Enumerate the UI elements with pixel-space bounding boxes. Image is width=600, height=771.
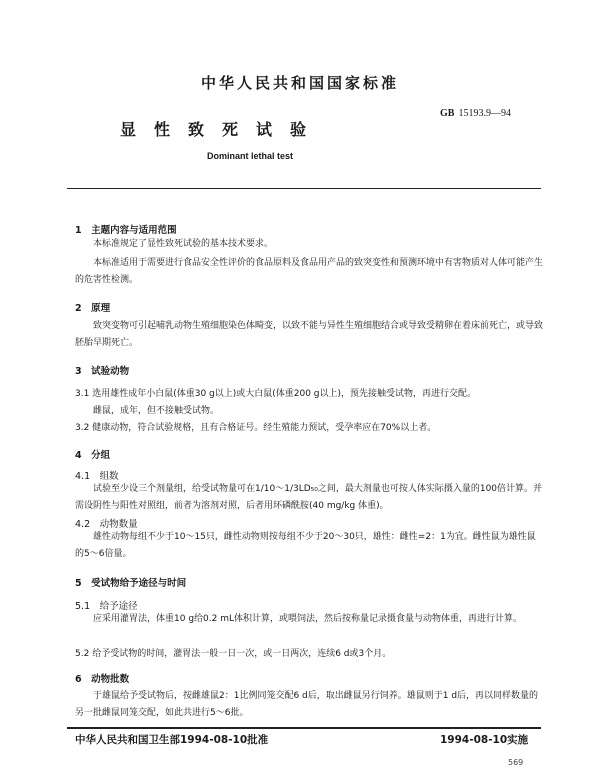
standard-code bbox=[440, 108, 511, 119]
standard-code-number: 15193.9—94 bbox=[458, 108, 511, 119]
item-3-1-text: 选用雄性成年小白鼠(体重30 g以上)或大白鼠(体重200 g以上)，预先接触受试物，再进行交配。 bbox=[92, 389, 477, 399]
section-3-heading: 3 试验动物 bbox=[75, 366, 130, 377]
subsection-4-2-heading: 4.2 动物数量 bbox=[75, 519, 138, 530]
subsection-5-1-paragraph: 应采用灌胃法，体重10 g给0.2 mL体积计算，或喂饲法，然后按称量记录摄食量与动物体重，再进行计算。 bbox=[93, 614, 522, 624]
subsection-5-1-heading: 5.1 给予途径 bbox=[75, 601, 138, 612]
section-1-paragraph-1: 本标准规定了显性致死试验的基本技术要求。 bbox=[93, 239, 274, 249]
document-title: 显性致死试验 bbox=[120, 120, 325, 139]
item-3-2-text: 健康动物，符合试验规格，且有合格证号。经生殖能力预试，受孕率应在70%以上者。 bbox=[92, 423, 437, 433]
section-4-heading: 4 分组 bbox=[75, 450, 111, 461]
page-number: 569 bbox=[508, 758, 524, 767]
approval-line: 中华人民共和国卫生部1994-08-10批准 bbox=[75, 734, 269, 746]
effective-date: 1994-08-10实施 bbox=[440, 734, 529, 746]
item-3-2 bbox=[75, 420, 436, 433]
issuing-body: 中华人民共和国国家标准 bbox=[200, 74, 399, 92]
item-5-2 bbox=[75, 646, 391, 659]
section-2-heading: 2 原理 bbox=[75, 303, 111, 314]
standard-code-prefix: GB bbox=[440, 108, 455, 119]
footer-rule bbox=[67, 727, 541, 729]
header-rule bbox=[67, 188, 541, 189]
section-1-paragraph-2: 本标准适用于需要进行食品安全性评价的食品原料及食品用产品的致突变性和预测环境中有害物质对人体可能产生的危害性检测。 bbox=[75, 258, 544, 285]
item-5-2-number: 5.2 bbox=[75, 649, 90, 659]
section-6-heading: 6 动物批数 bbox=[75, 674, 130, 685]
subsection-4-1-paragraph: 试验至少设三个剂量组，给受试物量可在1/10～1/3LD₅₀之间，最大剂量也可按人体实际摄入量的100倍计算。并需设阴性与阳性对照组，前者为溶剂对照，后者用环磷酰胺(40 mg/kg 体重)。 bbox=[75, 484, 543, 511]
subsection-4-1-heading: 4.1 组数 bbox=[75, 471, 119, 482]
item-3-1 bbox=[75, 386, 476, 399]
section-1-heading: 1 主题内容与适用范围 bbox=[75, 225, 177, 236]
english-title: Dominant lethal test bbox=[206, 151, 293, 161]
item-3-1-continuation: 雌鼠，成年，但不接触受试物。 bbox=[93, 406, 220, 416]
item-3-1-number: 3.1 bbox=[75, 389, 90, 399]
section-5-heading: 5 受试物给予途径与时间 bbox=[75, 578, 187, 589]
section-6-paragraph: 于雄鼠给予受试物后，按雌雄鼠2：1比例同笼交配6 d后，取出雌鼠另行饲养。雄鼠则于1 d后，再以同样数量的另一批雌鼠同笼交配，如此共进行5～6批。 bbox=[75, 691, 539, 718]
item-5-2-text: 给予受试物的时间，灌胃法一般一日一次，或一日两次，连续6 d或3个月。 bbox=[92, 649, 392, 659]
subsection-4-2-paragraph: 雄性动物每组不少于10～15只，雌性动物则按每组不少于20～30只，雄性：雌性=2：1为宜。雌性鼠为雄性鼠的5～6倍量。 bbox=[75, 532, 536, 559]
section-2-paragraph-1: 致突变物可引起哺乳动物生殖细胞染色体畸变，以致不能与异性生殖细胞结合或导致受精卵在着床前死亡，或导致胚胎早期死亡。 bbox=[75, 321, 544, 348]
item-3-2-number: 3.2 bbox=[75, 423, 90, 433]
